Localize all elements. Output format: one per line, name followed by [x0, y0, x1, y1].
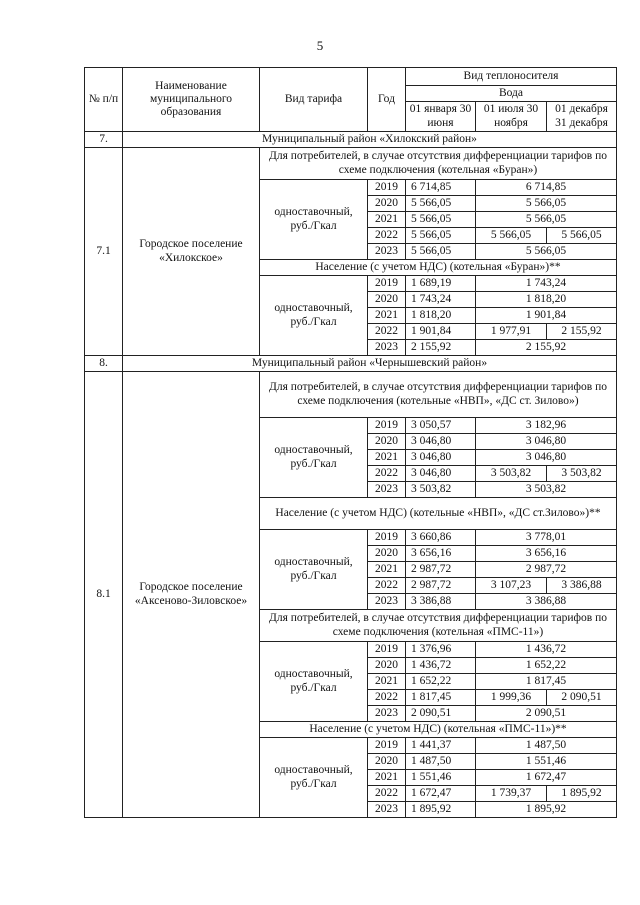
year-cell: 2022 [368, 578, 406, 594]
value-period-2-3: 6 714,85 [476, 180, 617, 196]
tariff-type: одноставочный, руб./Гкал [260, 738, 368, 818]
value-period-1: 2 090,51 [406, 706, 476, 722]
header-municipality: Наименование муниципального образования [123, 68, 260, 132]
group-title-row [85, 148, 617, 180]
value-period-1: 3 386,88 [406, 594, 476, 610]
value-period-1: 5 566,05 [406, 228, 476, 244]
value-period-2-3: 5 566,05 [476, 212, 617, 228]
value-period-1: 5 566,05 [406, 196, 476, 212]
value-period-2-3: 3 503,82 [476, 482, 617, 498]
group-title-row [85, 372, 617, 418]
value-period-2-3: 3 046,80 [476, 434, 617, 450]
header-water: Вода [406, 86, 617, 102]
year-cell: 2019 [368, 738, 406, 754]
year-cell: 2019 [368, 642, 406, 658]
header-num: № п/п [85, 68, 123, 132]
tariff-type: одноставочный, руб./Гкал [260, 180, 368, 260]
value-period-2-3: 2 155,92 [476, 340, 617, 356]
value-period-1: 3 050,57 [406, 418, 476, 434]
value-period-1: 1 672,47 [406, 786, 476, 802]
value-period-2-3: 3 182,96 [476, 418, 617, 434]
year-cell: 2019 [368, 276, 406, 292]
value-period-3: 2 155,92 [547, 324, 617, 340]
value-period-1: 1 376,96 [406, 642, 476, 658]
year-cell: 2020 [368, 434, 406, 450]
value-period-1: 1 901,84 [406, 324, 476, 340]
group-title: Население (с учетом НДС) (котельные «НВП», «ДС ст.Зилово»)** [260, 498, 617, 530]
year-cell: 2021 [368, 770, 406, 786]
tariff-type: одноставочный, руб./Гкал [260, 418, 368, 498]
value-period-1: 1 652,22 [406, 674, 476, 690]
year-cell: 2021 [368, 212, 406, 228]
district-row [85, 356, 617, 372]
district-num: 8. [85, 356, 123, 372]
value-period-1: 2 155,92 [406, 340, 476, 356]
value-period-2: 1 739,37 [476, 786, 547, 802]
value-period-3: 3 503,82 [547, 466, 617, 482]
district-row [85, 132, 617, 148]
value-period-2-3: 1 652,22 [476, 658, 617, 674]
value-period-1: 1 817,45 [406, 690, 476, 706]
year-cell: 2020 [368, 658, 406, 674]
settlement-name: Городское поселение «Аксеново-Зиловское» [123, 372, 260, 818]
value-period-2: 3 503,82 [476, 466, 547, 482]
year-cell: 2022 [368, 466, 406, 482]
year-cell: 2022 [368, 786, 406, 802]
year-cell: 2020 [368, 292, 406, 308]
value-period-1: 2 987,72 [406, 578, 476, 594]
group-title: Население (с учетом НДС) (котельная «Буран»)** [260, 260, 617, 276]
header-period-1: 01 января 30 июня [406, 102, 476, 132]
value-period-2-3: 1 818,20 [476, 292, 617, 308]
value-period-1: 5 566,05 [406, 212, 476, 228]
value-period-2-3: 1 672,47 [476, 770, 617, 786]
settlement-num: 8.1 [85, 372, 123, 818]
header-year: Год [368, 68, 406, 132]
tariff-table [84, 67, 617, 818]
value-period-1: 1 743,24 [406, 292, 476, 308]
value-period-2-3: 1 487,50 [476, 738, 617, 754]
year-cell: 2020 [368, 196, 406, 212]
value-period-1: 5 566,05 [406, 244, 476, 260]
value-period-2: 1 977,91 [476, 324, 547, 340]
header-row [85, 68, 617, 86]
group-title: Для потребителей, в случае отсутствия дифференциации тарифов по схеме подключения (котельная «Буран») [260, 148, 617, 180]
tariff-type: одноставочный, руб./Гкал [260, 530, 368, 610]
value-period-1: 3 660,86 [406, 530, 476, 546]
year-cell: 2021 [368, 450, 406, 466]
year-cell: 2021 [368, 308, 406, 324]
value-period-1: 3 503,82 [406, 482, 476, 498]
value-period-2-3: 1 551,46 [476, 754, 617, 770]
value-period-3: 5 566,05 [547, 228, 617, 244]
value-period-1: 3 656,16 [406, 546, 476, 562]
value-period-2-3: 5 566,05 [476, 196, 617, 212]
year-cell: 2022 [368, 324, 406, 340]
year-cell: 2023 [368, 340, 406, 356]
value-period-1: 3 046,80 [406, 434, 476, 450]
value-period-2-3: 1 895,92 [476, 802, 617, 818]
tariff-type: одноставочный, руб./Гкал [260, 642, 368, 722]
district-title: Муниципальный район «Хилокский район» [123, 132, 617, 148]
value-period-3: 3 386,88 [547, 578, 617, 594]
value-period-2-3: 1 817,45 [476, 674, 617, 690]
value-period-2-3: 1 901,84 [476, 308, 617, 324]
header-tariff-type: Вид тарифа [260, 68, 368, 132]
value-period-1: 1 551,46 [406, 770, 476, 786]
group-title: Население (с учетом НДС) (котельная «ПМС-11»)** [260, 722, 617, 738]
value-period-1: 1 895,92 [406, 802, 476, 818]
value-period-1: 6 714,85 [406, 180, 476, 196]
value-period-2-3: 3 386,88 [476, 594, 617, 610]
group-title: Для потребителей, в случае отсутствия дифференциации тарифов по схеме подключения (котельные «НВП», «ДС ст. Зилово») [260, 372, 617, 418]
header-period-2: 01 июля 30 ноября [476, 102, 547, 132]
value-period-2-3: 3 046,80 [476, 450, 617, 466]
year-cell: 2022 [368, 228, 406, 244]
header-carrier: Вид теплоносителя [406, 68, 617, 86]
value-period-2-3: 1 743,24 [476, 276, 617, 292]
value-period-1: 1 818,20 [406, 308, 476, 324]
year-cell: 2023 [368, 802, 406, 818]
value-period-1: 1 436,72 [406, 658, 476, 674]
settlement-name: Городское поселение «Хилокское» [123, 148, 260, 356]
value-period-3: 1 895,92 [547, 786, 617, 802]
settlement-num: 7.1 [85, 148, 123, 356]
value-period-2: 5 566,05 [476, 228, 547, 244]
year-cell: 2023 [368, 244, 406, 260]
year-cell: 2022 [368, 690, 406, 706]
district-title: Муниципальный район «Чернышевский район» [123, 356, 617, 372]
value-period-1: 3 046,80 [406, 466, 476, 482]
value-period-1: 1 487,50 [406, 754, 476, 770]
header-period-3: 01 декабря 31 декабря [547, 102, 617, 132]
value-period-1: 1 689,19 [406, 276, 476, 292]
district-num: 7. [85, 132, 123, 148]
year-cell: 2021 [368, 674, 406, 690]
value-period-3: 2 090,51 [547, 690, 617, 706]
year-cell: 2023 [368, 482, 406, 498]
page-number: 5 [316, 38, 324, 53]
value-period-2: 1 999,36 [476, 690, 547, 706]
year-cell: 2021 [368, 562, 406, 578]
value-period-2-3: 3 656,16 [476, 546, 617, 562]
year-cell: 2019 [368, 180, 406, 196]
group-title: Для потребителей, в случае отсутствия дифференциации тарифов по схеме подключения (котельная «ПМС-11») [260, 610, 617, 642]
year-cell: 2023 [368, 706, 406, 722]
year-cell: 2020 [368, 754, 406, 770]
value-period-1: 1 441,37 [406, 738, 476, 754]
year-cell: 2023 [368, 594, 406, 610]
year-cell: 2019 [368, 530, 406, 546]
value-period-2-3: 2 987,72 [476, 562, 617, 578]
value-period-2-3: 2 090,51 [476, 706, 617, 722]
year-cell: 2020 [368, 546, 406, 562]
value-period-2: 3 107,23 [476, 578, 547, 594]
value-period-2-3: 3 778,01 [476, 530, 617, 546]
value-period-2-3: 5 566,05 [476, 244, 617, 260]
value-period-1: 3 046,80 [406, 450, 476, 466]
value-period-2-3: 1 436,72 [476, 642, 617, 658]
value-period-1: 2 987,72 [406, 562, 476, 578]
tariff-type: одноставочный, руб./Гкал [260, 276, 368, 356]
year-cell: 2019 [368, 418, 406, 434]
